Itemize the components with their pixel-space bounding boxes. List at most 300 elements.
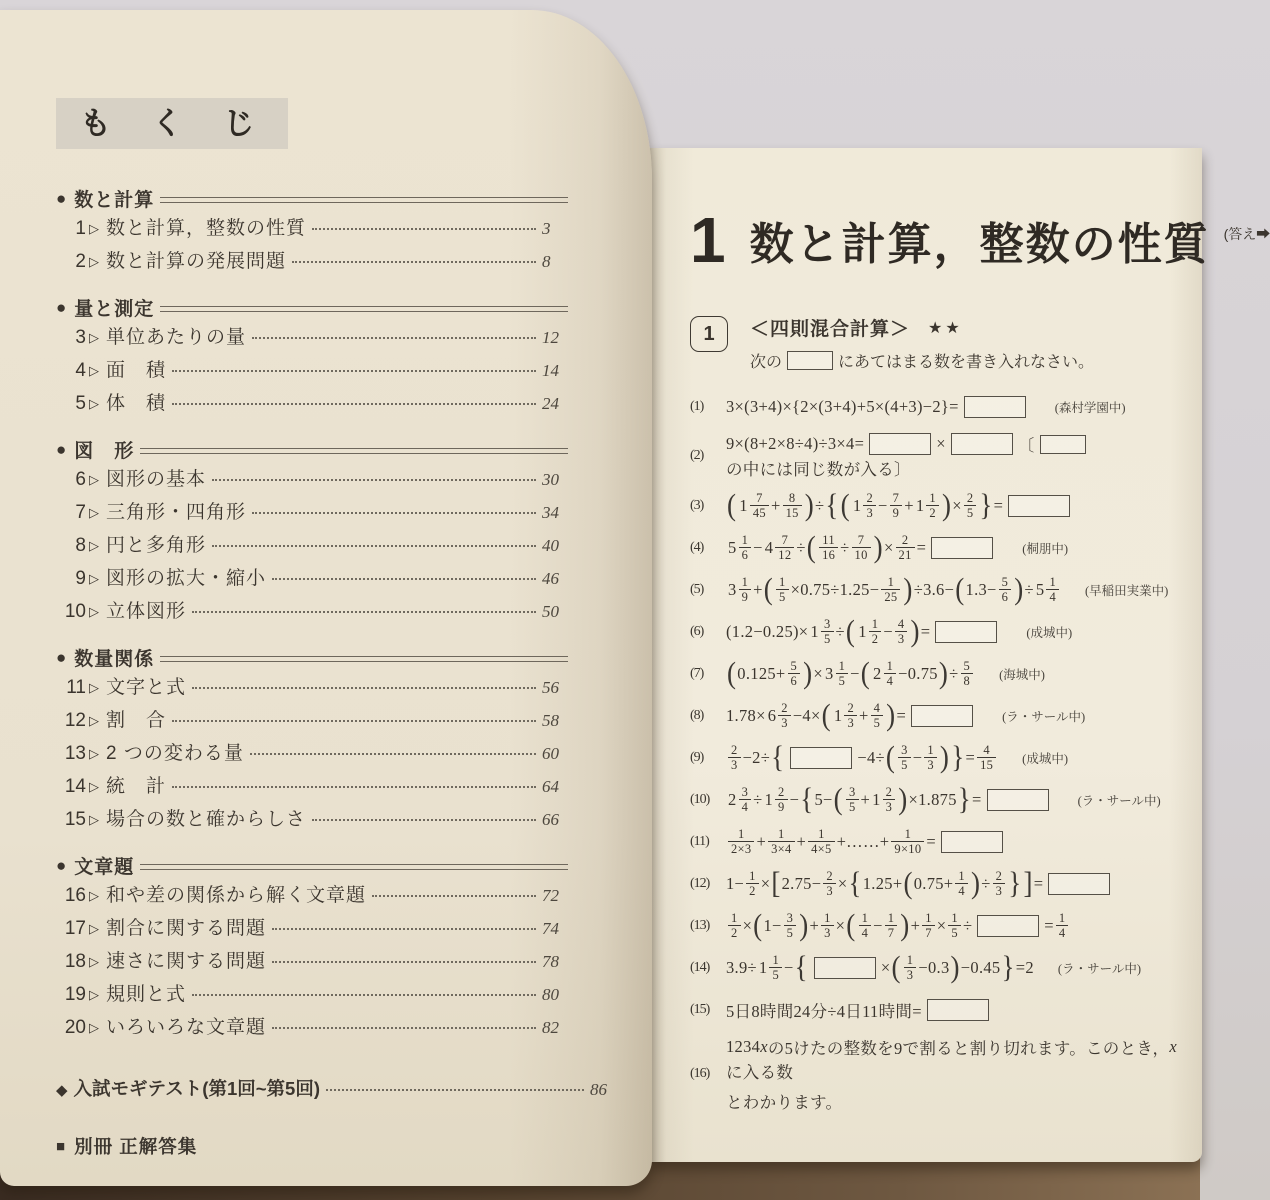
problem-number: (5) (690, 581, 704, 597)
numerator: 2 (995, 869, 1003, 883)
math-text: に入る数 (726, 1063, 794, 1082)
math-text: の中には同じ数が入る〕 (726, 460, 911, 479)
big-paren: ) (939, 740, 950, 774)
toc-section-header (56, 183, 568, 213)
big-paren: { (825, 488, 839, 522)
toc-page-number: 12 (542, 328, 559, 347)
answer-box (1048, 873, 1110, 895)
fraction (922, 911, 935, 940)
fraction (739, 491, 769, 520)
double-rule (140, 448, 568, 454)
mock-test-page-number: 86 (590, 1080, 607, 1099)
big-paren: ( (885, 740, 896, 774)
denominator: 15 (977, 757, 996, 772)
numerator: 1 (741, 575, 749, 589)
triangle-icon: ▷ (89, 1020, 99, 1035)
big-paren: ( (903, 866, 913, 900)
fraction-stack (863, 491, 876, 520)
numerator: 5 (790, 659, 798, 673)
problem-expression (726, 827, 1008, 856)
school-name: (ラ・サール中) (1057, 961, 1141, 976)
toc-page-number: 14 (542, 361, 559, 380)
fraction (728, 911, 741, 940)
numerator: 4 (873, 701, 881, 715)
fraction (858, 617, 881, 646)
triangle-icon: ▷ (89, 888, 99, 903)
toc-page-number: 50 (542, 602, 559, 621)
school-name: (ラ・サール中) (1077, 793, 1161, 808)
dotted-leader (172, 370, 536, 372)
denominator: 4 (1046, 589, 1059, 604)
fraction-stack (922, 911, 935, 940)
answer-box (964, 396, 1026, 418)
toc-page-number: 34 (542, 503, 559, 522)
denominator: 2 (746, 883, 759, 898)
toc-item-number: 20 (64, 1017, 86, 1038)
problem-row (690, 390, 1202, 423)
numerator: 11 (822, 533, 835, 547)
whole-number: 1 (858, 621, 867, 641)
math-text: −4÷ (857, 747, 885, 767)
fraction (948, 911, 961, 940)
problem-row (690, 531, 1202, 564)
fraction (821, 911, 834, 940)
problem-group-badge: 1 (690, 316, 728, 352)
answer-book-label: 別冊 正解答集 (74, 1136, 198, 1157)
dotted-leader (250, 753, 536, 755)
chapter-number: 1 (690, 204, 726, 276)
numerator: 1 (861, 911, 869, 925)
problem-expression (726, 698, 1086, 732)
answer-box (941, 831, 1003, 853)
math-text: 5日8時間24分÷4日11時間= (726, 1001, 922, 1021)
math-text: − (873, 915, 883, 935)
fraction-stack (1046, 575, 1059, 604)
denominator: 3 (895, 631, 908, 646)
problem-expression (726, 656, 1045, 690)
math-text: 0.75+ (913, 873, 954, 893)
answer-box (869, 433, 931, 455)
math-text: ÷ (753, 789, 763, 809)
numerator: 2 (901, 533, 909, 547)
triangle-icon: ▷ (89, 713, 99, 728)
dotted-leader (312, 819, 536, 821)
fraction (852, 533, 871, 562)
denominator: 5 (871, 715, 884, 730)
denominator: 9 (739, 589, 752, 604)
dotted-leader (272, 1027, 536, 1029)
denominator: 2 (869, 631, 882, 646)
math-text: − (789, 789, 800, 809)
math-text: = (1044, 915, 1054, 935)
toc-item-number: 10 (64, 601, 86, 622)
dotted-leader (372, 895, 536, 897)
big-paren: ( (763, 572, 774, 606)
whole-number: 5 (728, 537, 737, 557)
toc-section-header (56, 850, 568, 880)
fraction-stack (891, 827, 924, 856)
dotted-leader (172, 720, 536, 722)
dotted-leader (292, 261, 536, 263)
fraction (846, 785, 859, 814)
math-text: 1− (726, 873, 745, 893)
toc-page-number: 66 (542, 810, 559, 829)
math-text: =2 (1015, 957, 1034, 977)
math-text: = (993, 495, 1004, 515)
fraction (873, 659, 896, 688)
fraction-stack (904, 953, 917, 982)
dotted-leader (212, 545, 536, 547)
problem-expression (726, 614, 1073, 648)
toc-item-number: 1 (75, 218, 86, 239)
toc-item (56, 563, 568, 596)
toc-item-number: 2 (75, 251, 86, 272)
toc-item (56, 771, 568, 804)
numerator: 2 (966, 491, 974, 505)
toc-section-header (56, 434, 568, 464)
numerator: 1 (737, 827, 745, 841)
problem-number: (7) (690, 665, 704, 681)
toc-item (56, 355, 568, 388)
math-text: + (796, 831, 807, 851)
toc-item (56, 705, 568, 738)
big-paren: ( (753, 908, 763, 942)
math-text: = (972, 789, 982, 809)
fraction-stack (977, 743, 996, 772)
big-paren: ) (970, 866, 981, 900)
math-text: ÷ (949, 663, 959, 683)
school-name: (成城中) (1026, 625, 1073, 640)
toc-page-number: 56 (542, 678, 559, 697)
toc-item-title: 統 計 (106, 776, 167, 797)
school-name: (早稲田実業中) (1085, 583, 1169, 598)
triangle-icon: ▷ (89, 538, 99, 553)
denominator: 4 (955, 883, 968, 898)
fraction-stack (823, 869, 836, 898)
math-text: + (860, 789, 871, 809)
fraction (859, 911, 872, 940)
problem-number: (3) (690, 497, 704, 513)
denominator: 5 (821, 631, 834, 646)
problem-number: (15) (690, 1001, 710, 1017)
problem-number: (6) (690, 623, 704, 639)
big-paren: ( (840, 488, 850, 522)
toc-page-number: 40 (542, 536, 559, 555)
triangle-icon: ▷ (89, 505, 99, 520)
fraction (881, 575, 900, 604)
numerator: 1 (1058, 911, 1066, 925)
dotted-leader (272, 578, 536, 580)
toc-item-title: 円と多角形 (106, 535, 207, 556)
whole-number: 1 (833, 705, 843, 725)
math-text: = (1033, 873, 1044, 893)
problem-number: (2) (690, 448, 704, 463)
problem-row (690, 432, 1202, 480)
math-text: + (753, 579, 763, 599)
fraction (898, 743, 911, 772)
chapter-title: 数と計算，整数の性質 (749, 220, 1210, 269)
math-text: = (916, 537, 927, 557)
fraction-stack (775, 785, 788, 814)
toc-item (56, 464, 568, 497)
numerator: 1 (818, 827, 825, 841)
problem-number: (16) (690, 1066, 710, 1081)
math-text: 1.3− (965, 579, 997, 599)
numerator: 1 (772, 953, 780, 967)
big-paren: { (800, 782, 814, 816)
toc-item-number: 11 (66, 677, 86, 698)
toc-page-number: 82 (542, 1018, 559, 1037)
fraction (768, 701, 791, 730)
fraction (1036, 575, 1059, 604)
toc-item (56, 804, 568, 837)
denominator: 3 (821, 925, 834, 940)
numerator: 1 (779, 575, 786, 589)
math-text: 0.125+ (737, 663, 786, 683)
group-tag: ＜四則混合計算＞ (750, 319, 911, 340)
toc-item-title: 規則と式 (106, 984, 187, 1005)
big-paren: } (1008, 866, 1022, 900)
fraction-stack (895, 617, 908, 646)
big-paren: ( (845, 614, 856, 648)
problem-number: (14) (690, 959, 710, 975)
fraction (776, 575, 789, 604)
toc-item-number: 6 (75, 469, 86, 490)
fraction-stack (836, 659, 849, 688)
fraction (768, 827, 794, 856)
whole-number: 1 (810, 621, 819, 641)
double-rule (160, 306, 568, 312)
big-paren: ) (799, 908, 809, 942)
dotted-leader (312, 228, 536, 230)
toc-item-number: 7 (75, 502, 86, 523)
math-text: × (760, 873, 771, 893)
fraction (819, 533, 838, 562)
toc-item-title: 和や差の関係から解く文章題 (106, 885, 367, 906)
problem-number: (1) (690, 398, 704, 414)
answer-box (790, 747, 852, 769)
toc-item-number: 3 (75, 327, 86, 348)
problem-group-header (690, 314, 1202, 372)
math-text: = (896, 705, 907, 725)
answer-box (951, 433, 1013, 455)
toc-page-number: 60 (542, 744, 559, 763)
toc-section-label: 数量関係 (74, 648, 155, 670)
toc-item (56, 246, 568, 279)
toc-item (56, 672, 568, 705)
answer-box (1040, 435, 1086, 454)
fraction (891, 827, 924, 856)
numerator: 1 (929, 491, 936, 505)
fraction-stack (846, 785, 859, 814)
triangle-icon: ▷ (89, 330, 99, 345)
big-paren: ) (900, 908, 910, 942)
fraction-stack (728, 911, 741, 940)
problem-expression (726, 782, 1161, 816)
whole-number: 5 (1035, 579, 1045, 599)
fraction (834, 701, 857, 730)
fraction-stack (750, 491, 769, 520)
left-page (0, 10, 652, 1186)
problem-expression (726, 432, 1202, 480)
big-paren: ( (806, 530, 817, 564)
triangle-icon: ▷ (89, 254, 99, 269)
fraction-stack (739, 533, 752, 562)
big-paren: } (957, 782, 972, 816)
dotted-leader (272, 928, 536, 930)
big-paren: ( (860, 656, 871, 690)
fraction-stack (885, 911, 898, 940)
denominator: 6 (739, 547, 752, 562)
denominator: 4 (859, 925, 872, 940)
whole-number: 1 (872, 789, 881, 809)
fraction-stack (964, 491, 977, 520)
big-paren: ( (833, 782, 843, 816)
fraction (728, 785, 751, 814)
denominator: 12 (775, 547, 794, 562)
math-text: 2.75− (781, 873, 822, 893)
numerator: 2 (781, 701, 788, 715)
toc-item-title: 単位あたりの量 (106, 327, 247, 348)
numerator: 7 (781, 533, 789, 547)
fraction-stack (728, 827, 754, 856)
fraction (765, 533, 795, 562)
math-text: ÷ (981, 873, 991, 893)
fraction-stack (739, 785, 752, 814)
triangle-icon: ▷ (89, 472, 99, 487)
math-text: 1− (763, 915, 782, 935)
numerator: 2 (847, 701, 854, 715)
math-text: 9×(8+2×8÷4)÷3×4= (726, 434, 865, 453)
numerator: 3 (823, 617, 831, 631)
dotted-leader (212, 479, 536, 481)
math-text: 1.78× (726, 705, 766, 725)
fraction (872, 785, 895, 814)
toc-item-title: 文字と式 (106, 677, 187, 698)
denominator: 6 (999, 589, 1012, 604)
numerator: 2 (866, 491, 874, 505)
whole-number: 1 (758, 957, 768, 977)
numerator: 1 (886, 659, 894, 673)
dotted-leader (252, 512, 536, 514)
toc-item-number: 8 (75, 535, 86, 556)
toc-item-number: 15 (64, 809, 86, 830)
answer-box (987, 789, 1049, 811)
math-text: ×1.875 (908, 789, 957, 809)
triangle-icon: ▷ (89, 571, 99, 586)
denominator: 3 (823, 883, 836, 898)
toc-item-title: 数と計算の発展問題 (106, 251, 287, 272)
fraction (783, 491, 802, 520)
math-text: + (756, 831, 767, 851)
fraction-stack (890, 491, 903, 520)
denominator: 3 (904, 967, 917, 982)
dotted-leader (252, 337, 536, 339)
math-text: 3.9÷ (726, 957, 757, 977)
fraction (961, 659, 974, 688)
numerator: 3 (901, 743, 908, 757)
toc-item-number: 17 (64, 918, 86, 939)
fraction (885, 911, 898, 940)
big-paren: { (794, 950, 808, 984)
fraction-stack (768, 827, 794, 856)
big-paren: { (771, 740, 785, 774)
math-text: +……+ (836, 831, 890, 851)
problem-expression (726, 950, 1141, 984)
fraction-stack (775, 533, 794, 562)
fraction-stack (884, 659, 897, 688)
fraction-stack (948, 911, 961, 940)
numerator: 3 (741, 785, 749, 799)
toc-item (56, 1012, 568, 1045)
problem-list (690, 390, 1202, 1113)
problem-row (690, 909, 1202, 942)
fraction (784, 911, 797, 940)
toc-item (56, 979, 568, 1012)
math-text: − (878, 495, 888, 515)
toc-item-number: 9 (75, 568, 86, 589)
big-paren: ( (821, 698, 831, 732)
triangle-icon: ▷ (89, 604, 99, 619)
fraction-stack (961, 659, 974, 688)
bullet-icon: ● (56, 647, 67, 667)
problem-number: (9) (690, 749, 704, 765)
answer-box (977, 915, 1039, 937)
whole-number: 3 (728, 579, 737, 599)
math-text: − (850, 663, 860, 683)
toc-item-title: 三角形・四角形 (106, 502, 247, 523)
denominator: 25 (881, 589, 900, 604)
denominator: 5 (776, 589, 789, 604)
math-text: −0.3 (918, 957, 950, 977)
numerator: 2 (885, 785, 893, 799)
school-name: (成城中) (1022, 751, 1068, 766)
math-text: とわかります。 (726, 1093, 843, 1112)
math-text: ÷3.6− (913, 579, 955, 599)
denominator: 5 (846, 799, 859, 814)
right-page (648, 148, 1270, 1162)
fraction (977, 743, 996, 772)
fraction-stack (999, 575, 1012, 604)
big-paren: } (1001, 950, 1015, 984)
toc-item-title: 場合の数と確からしさ (106, 809, 307, 830)
fraction-stack (808, 827, 834, 856)
math-text: = (965, 747, 976, 767)
numerator: 1 (741, 533, 749, 547)
fraction-stack (955, 869, 968, 898)
double-rule (160, 656, 568, 662)
whole-number: 1 (915, 495, 925, 515)
toc-item-title: いろいろな文章題 (106, 1017, 267, 1038)
toc-page-number: 8 (542, 252, 551, 271)
toc-section-label: 文章題 (74, 856, 135, 878)
math-text: − (784, 957, 794, 977)
toc-item (56, 738, 568, 771)
triangle-icon: ▷ (89, 680, 99, 695)
fraction-stack (783, 491, 802, 520)
denominator: 3 (883, 799, 896, 814)
big-paren: ) (873, 530, 883, 564)
fraction-stack (871, 701, 884, 730)
fraction (924, 743, 937, 772)
bullet-icon: ● (56, 439, 67, 459)
fraction-stack (728, 743, 741, 772)
dotted-leader (192, 687, 536, 689)
denominator: 10 (852, 547, 871, 562)
big-paren: ( (727, 488, 737, 522)
fraction-stack (1056, 911, 1069, 940)
triangle-icon: ▷ (89, 746, 99, 761)
